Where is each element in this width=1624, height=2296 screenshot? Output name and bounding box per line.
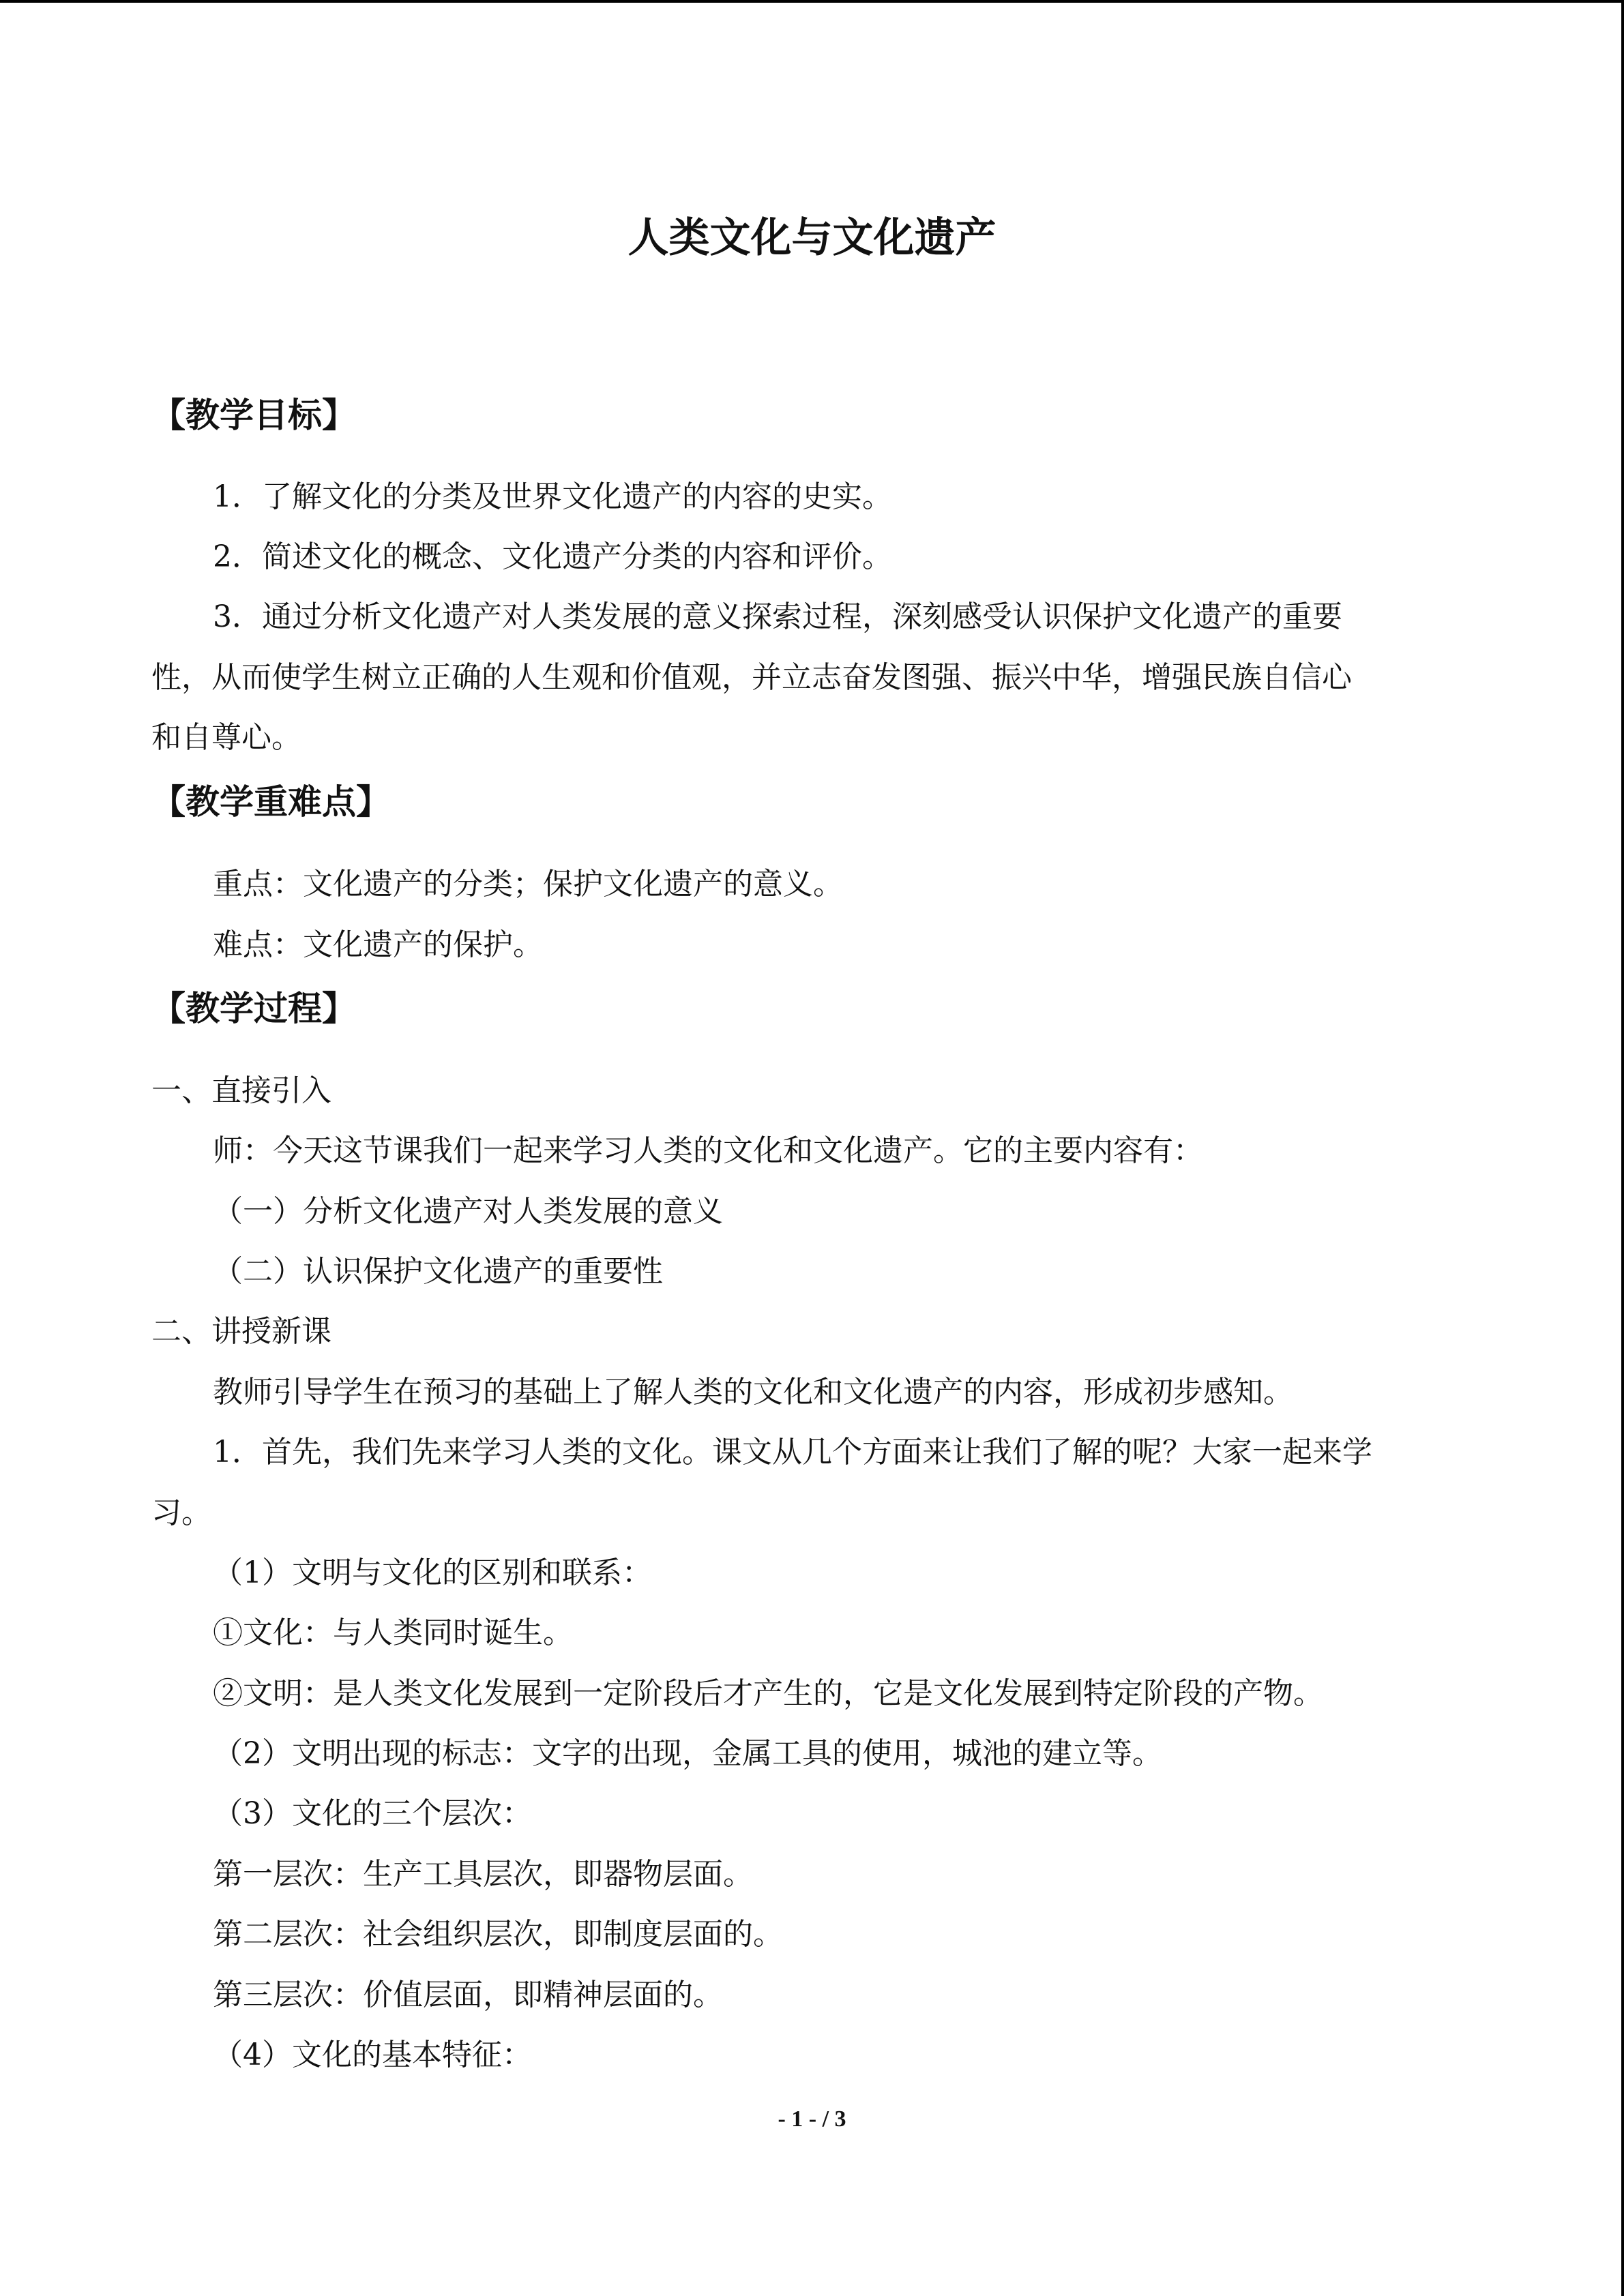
objective-line-3: 3．通过分析文化遗产对人类发展的意义探索过程，深刻感受认识保护文化遗产的重要	[213, 599, 1342, 634]
process-line-16: 第三层次：价值层面，即精神层面的。	[213, 1978, 723, 2012]
key-point-line-2: 难点：文化遗产的保护。	[213, 927, 543, 962]
heading-objectives: 【教学目标】	[151, 396, 356, 435]
heading-process: 【教学过程】	[151, 989, 356, 1028]
process-line-3: （一）分析文化遗产对人类发展的意义	[213, 1194, 723, 1229]
process-line-1: 一、直接引入	[151, 1073, 331, 1108]
process-line-2: 师：今天这节课我们一起来学习人类的文化和文化遗产。它的主要内容有：	[213, 1133, 1203, 1168]
document-title: 人类文化与文化遗产	[628, 214, 996, 262]
objective-line-2: 2．简述文化的概念、文化遗产分类的内容和评价。	[213, 539, 892, 574]
process-line-12: （2）文明出现的标志：文字的出现，金属工具的使用，城池的建立等。	[213, 1736, 1162, 1771]
heading-key-points: 【教学重难点】	[151, 782, 390, 822]
process-line-17: （4）文化的基本特征：	[213, 2038, 532, 2072]
process-line-7: 1．首先，我们先来学习人类的文化。课文从几个方面来让我们了解的呢？大家一起来学	[213, 1435, 1372, 1470]
objective-line-4: 性，从而使学生树立正确的人生观和价值观，并立志奋发图强、振兴中华，增强民族自信心	[151, 660, 1352, 695]
page-number: - 1 - / 3	[778, 2106, 846, 2132]
process-line-11: ②文明：是人类文化发展到一定阶段后才产生的，它是文化发展到特定阶段的产物。	[213, 1676, 1323, 1711]
process-line-5: 二、讲授新课	[151, 1314, 331, 1349]
process-line-15: 第二层次：社会组织层次，即制度层面的。	[213, 1917, 783, 1952]
objective-line-5: 和自尊心。	[151, 720, 301, 755]
objective-line-1: 1．了解文化的分类及世界文化遗产的内容的史实。	[213, 479, 892, 514]
process-line-10: ①文化：与人类同时诞生。	[213, 1615, 573, 1650]
process-line-14: 第一层次：生产工具层次，即器物层面。	[213, 1857, 753, 1892]
key-point-line-1: 重点：文化遗产的分类；保护文化遗产的意义。	[213, 867, 843, 901]
process-line-8: 习。	[151, 1495, 211, 1530]
process-line-13: （3）文化的三个层次：	[213, 1796, 532, 1831]
process-line-6: 教师引导学生在预习的基础上了解人类的文化和文化遗产的内容，形成初步感知。	[213, 1375, 1293, 1410]
process-line-4: （二）认识保护文化遗产的重要性	[213, 1254, 663, 1289]
process-line-9: （1）文明与文化的区别和联系：	[213, 1555, 652, 1590]
